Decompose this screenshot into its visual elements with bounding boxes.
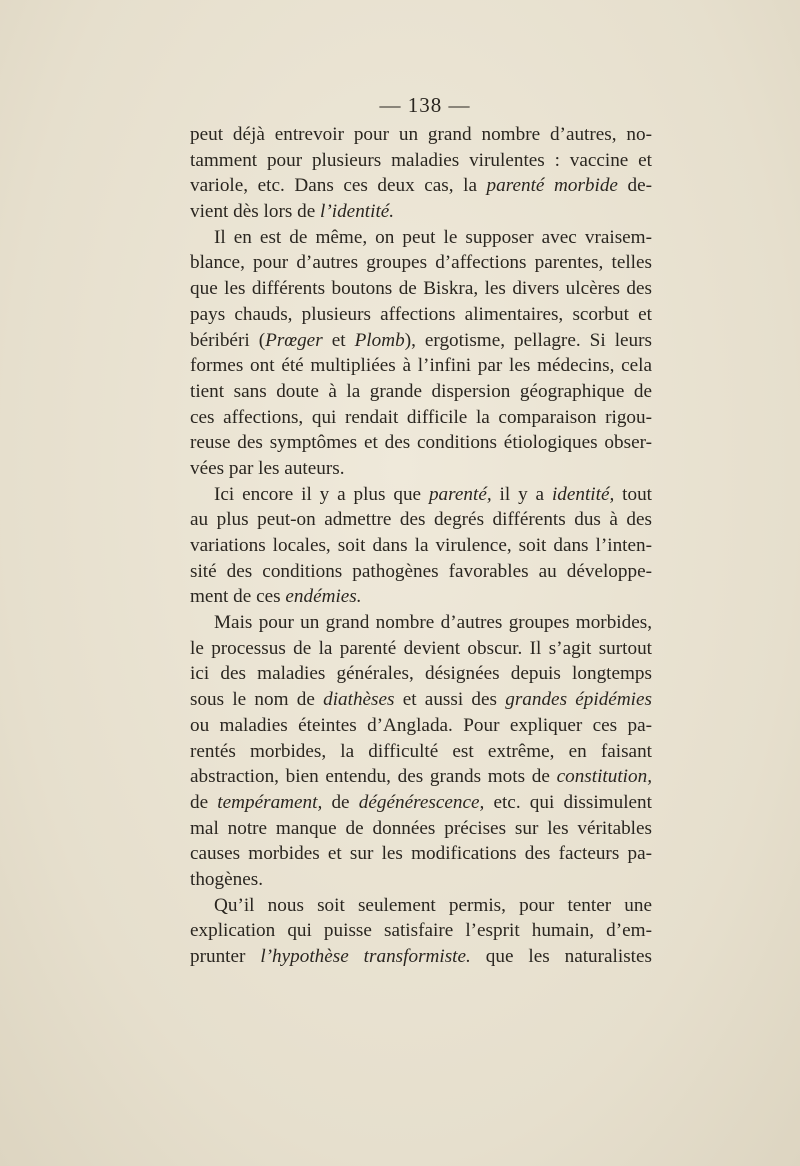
text-segment: explication qui puisse satisfaire l’esprit humain, d’em- (190, 920, 652, 942)
italic-text: parenté, (428, 483, 492, 505)
text-segment: mal notre manque de données précises sur les véritables (190, 817, 652, 839)
text-segment: prunter (190, 946, 261, 967)
text-line (190, 456, 652, 482)
text-line (190, 507, 652, 533)
text-line (190, 841, 652, 867)
text-segment: tamment pour plusieurs maladies virulentes : vaccine et (190, 149, 652, 171)
text-line (190, 790, 652, 816)
text-segment: etc. qui dissimulent (484, 791, 652, 813)
italic-text: constitution, (556, 766, 652, 788)
text-line (190, 661, 652, 687)
text-segment: ces affections, qui rendait difficile la comparaison rigou- (190, 406, 652, 428)
text-line (190, 328, 652, 354)
text-segment: sité des conditions pathogènes favorables au développe- (190, 560, 652, 582)
text-segment: thogènes. (190, 868, 264, 890)
text-line (190, 559, 652, 585)
text-line (190, 353, 652, 379)
text-segment: sous le nom de (190, 689, 324, 711)
text-segment: blance, pour d’autres groupes d’affections parentes, telles (190, 252, 652, 274)
text-line (190, 225, 652, 251)
italic-text: grandes épidémies (505, 689, 652, 711)
text-segment: au plus peut-on admettre des degrés différents dus à des (190, 509, 652, 531)
text-line (190, 610, 652, 636)
page-number: — 138 — (379, 93, 471, 117)
text-segment: Qu’il nous soit seulement permis, pour tenter une (214, 894, 652, 916)
italic-text: dégénérescence, (358, 791, 485, 813)
text-segment: de- (617, 175, 653, 197)
text-segment: Ici encore il y a plus que (214, 483, 429, 505)
text-line (190, 122, 652, 148)
text-segment: ment de ces (190, 586, 286, 608)
text-segment: causes morbides et sur les modifications des facteurs pa- (190, 843, 652, 865)
text-segment: variole, etc. Dans ces deux cas, la (190, 175, 487, 197)
text-segment: il y a (491, 483, 552, 505)
text-line (190, 687, 652, 713)
italic-text: parenté morbide (486, 175, 618, 197)
text-line (190, 250, 652, 276)
text-line (190, 893, 652, 919)
text-line (190, 918, 652, 944)
text-line (190, 764, 652, 790)
text-line (190, 584, 652, 610)
text-segment: tient sans doute à la grande dispersion géographique de (190, 380, 652, 402)
text-line (190, 867, 652, 893)
text-segment: Mais pour un grand nombre d’autres groupes morbides, (214, 612, 652, 634)
text-line (190, 944, 652, 970)
italic-text: l’hypothèse transformiste. (260, 946, 471, 967)
text-line (190, 482, 652, 508)
text-segment: et (322, 329, 355, 351)
text-line (190, 739, 652, 765)
text-segment: et aussi des (394, 689, 506, 711)
text-segment: rentés morbides, la difficulté est extrême, en faisant (190, 740, 652, 762)
text-line (190, 636, 652, 662)
text-line (190, 430, 652, 456)
text-segment: vient dès lors de (190, 201, 321, 223)
text-line (190, 713, 652, 739)
body-text (190, 122, 652, 970)
text-line (190, 148, 652, 174)
text-segment: pays chauds, plusieurs affections alimentaires, scorbut et (190, 303, 652, 325)
text-line (190, 302, 652, 328)
text-segment: de (190, 791, 218, 813)
italic-text: identité, (551, 483, 615, 505)
text-line (190, 173, 652, 199)
text-segment: vées par les auteurs. (190, 457, 345, 479)
text-segment: peut déjà entrevoir pour un grand nombre d’autres, no- (190, 124, 652, 145)
text-segment: formes ont été multipliées à l’infini par les médecins, cela (190, 355, 652, 377)
text-segment: abstraction, bien entendu, des grands mots de (190, 766, 557, 788)
text-segment: que les différents boutons de Biskra, les divers ulcères des (190, 278, 652, 300)
text-segment: que les naturalistes (470, 946, 652, 967)
text-segment: ici des maladies générales, désignées depuis longtemps (190, 663, 652, 685)
italic-text: diathèses (323, 689, 395, 711)
italic-text: endémies. (285, 586, 362, 608)
text-segment: béribéri ( (190, 329, 266, 351)
text-line (190, 816, 652, 842)
italic-text: Prœger (265, 329, 323, 351)
text-line (190, 405, 652, 431)
text-segment: de (322, 791, 359, 813)
text-segment: le processus de la parenté devient obscur. Il s’agit surtout (190, 637, 652, 659)
text-segment: ou maladies éteintes d’Anglada. Pour expliquer ces pa- (190, 714, 652, 736)
text-segment: ), ergotisme, pellagre. Si leurs (404, 329, 652, 351)
text-segment: tout (614, 483, 653, 505)
text-segment: reuse des symptômes et des conditions étiologiques obser- (190, 432, 652, 454)
italic-text: Plomb (354, 329, 405, 351)
italic-text: l’identité. (320, 201, 395, 223)
text-line (190, 533, 652, 559)
italic-text: tempérament, (217, 791, 323, 813)
text-line (190, 379, 652, 405)
text-line (190, 199, 652, 225)
text-segment: Il en est de même, on peut le supposer avec vraisem- (214, 226, 652, 248)
text-line (190, 276, 652, 302)
text-segment: variations locales, soit dans la virulence, soit dans l’inten- (190, 535, 652, 556)
